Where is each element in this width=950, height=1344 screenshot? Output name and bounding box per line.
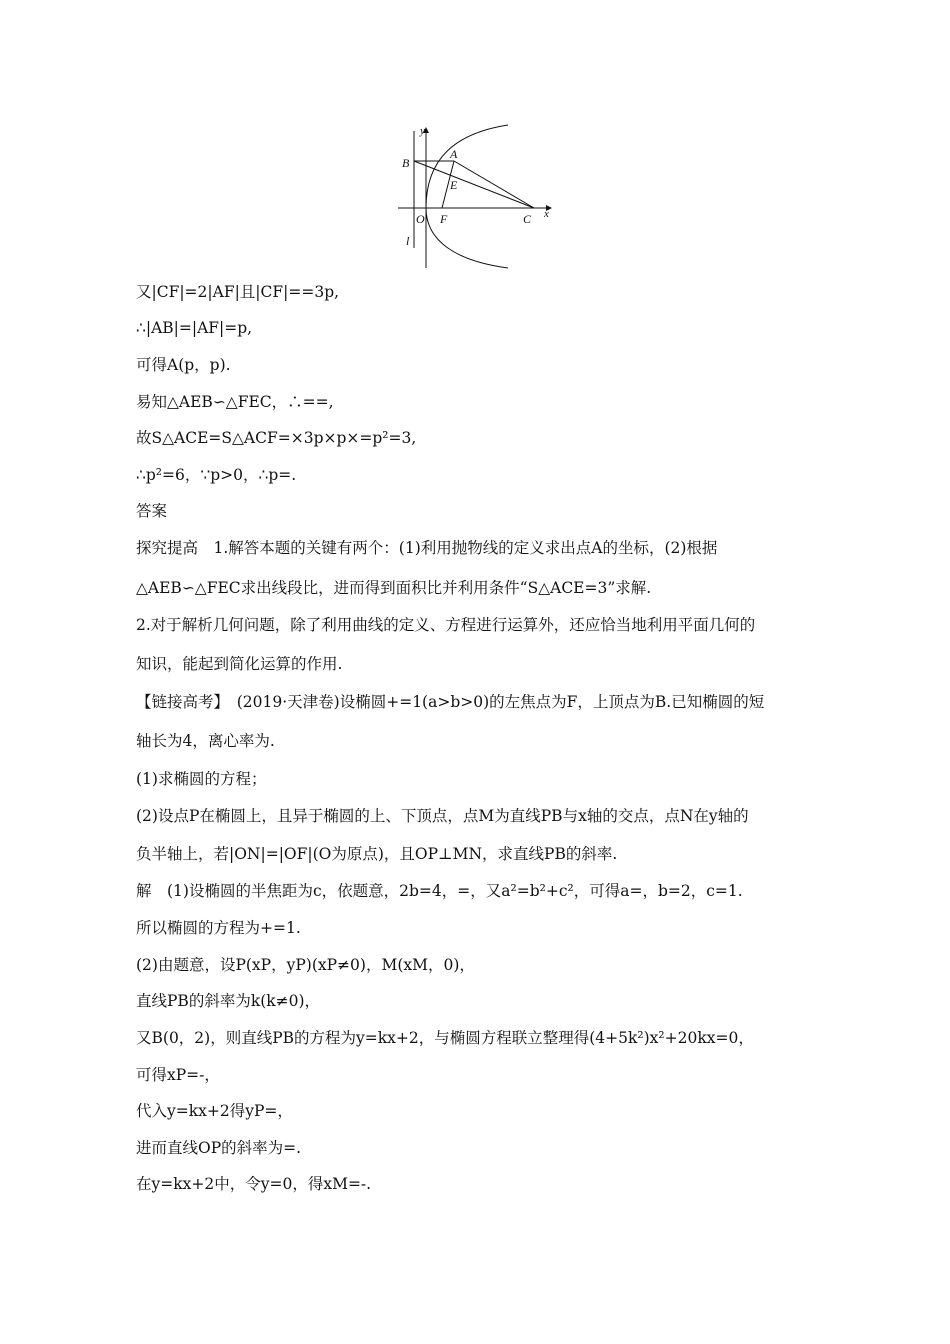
segment-AC bbox=[454, 161, 534, 208]
text-line: 进而直线OP的斜率为=. bbox=[136, 1139, 302, 1157]
text-line: 负半轴上，若|ON|=|OF|(O为原点)，且OP⊥MN，求直线PB的斜率. bbox=[136, 845, 618, 863]
text-line: (1)求椭圆的方程； bbox=[136, 770, 267, 788]
label-point-O: O bbox=[416, 212, 425, 226]
text-line: (2)由题意，设P(xP，yP)(xP≠0)，M(xM，0)， bbox=[136, 956, 475, 974]
text-line: 易知△AEB∽△FEC，∴==, bbox=[136, 393, 334, 411]
label-point-E: E bbox=[450, 178, 458, 192]
label-point-C: C bbox=[523, 212, 532, 226]
text-line: 知识，能起到简化运算的作用. bbox=[136, 655, 343, 673]
text-line: ∴p²=6，∵p>0，∴p=. bbox=[136, 466, 297, 484]
text-line: 可得A(p，p). bbox=[136, 356, 231, 374]
text-line: 2.对于解析几何问题，除了利用曲线的定义、方程进行运算外，还应恰当地利用平面几何的 bbox=[136, 616, 756, 634]
text-line: 在y=kx+2中，令y=0，得xM=-. bbox=[136, 1175, 372, 1193]
text-line: ∴|AB|=|AF|=p, bbox=[136, 319, 253, 337]
label-point-A: A bbox=[450, 147, 458, 161]
label-y-axis: y bbox=[420, 125, 425, 137]
label-point-F: F bbox=[440, 212, 448, 226]
text-line: 【链接高考】 (2019·天津卷)设椭圆+=1(a>b>0)的左焦点为F，上顶点为B.已知椭圆的短 bbox=[136, 693, 765, 711]
answer-heading: 答案 bbox=[136, 502, 168, 520]
text-line: 直线PB的斜率为k(k≠0)， bbox=[136, 992, 321, 1010]
text-line: (2)设点P在椭圆上，且异于椭圆的上、下顶点，点M为直线PB与x轴的交点，点N在y轴的 bbox=[136, 807, 749, 825]
parabola-figure bbox=[396, 123, 556, 271]
text-line: 探究提高 1.解答本题的关键有两个：(1)利用抛物线的定义求出点A的坐标，(2)根据 bbox=[136, 539, 718, 557]
geometry-diagram bbox=[396, 123, 556, 271]
text-line: 可得xP=-， bbox=[136, 1066, 220, 1084]
text-line: 代入y=kx+2得yP=， bbox=[136, 1102, 293, 1120]
text-line: 又|CF|=2|AF|且|CF|==3p, bbox=[136, 283, 340, 301]
text-line: △AEB∽△FEC求出线段比，进而得到面积比并利用条件“S△ACE=3”求解. bbox=[136, 579, 652, 597]
text-line: 轴长为4，离心率为. bbox=[136, 732, 275, 750]
label-point-B: B bbox=[402, 156, 410, 170]
text-line: 又B(0，2)，则直线PB的方程为y=kx+2，与椭圆方程联立整理得(4+5k²)x²+20kx=0， bbox=[136, 1029, 754, 1047]
text-line: 所以椭圆的方程为+=1. bbox=[136, 919, 301, 937]
label-directrix-l: l bbox=[406, 234, 410, 248]
parabola-curve bbox=[426, 125, 508, 268]
text-line: 解 (1)设椭圆的半焦距为c，依题意，2b=4，=，又a²=b²+c²，可得a=，b=2，c=1. bbox=[136, 882, 743, 900]
segment-BC bbox=[414, 161, 534, 208]
text-line: 故S△ACE=S△ACF=×3p×p×=p²=3, bbox=[136, 429, 417, 447]
label-x-axis: x bbox=[544, 208, 549, 220]
